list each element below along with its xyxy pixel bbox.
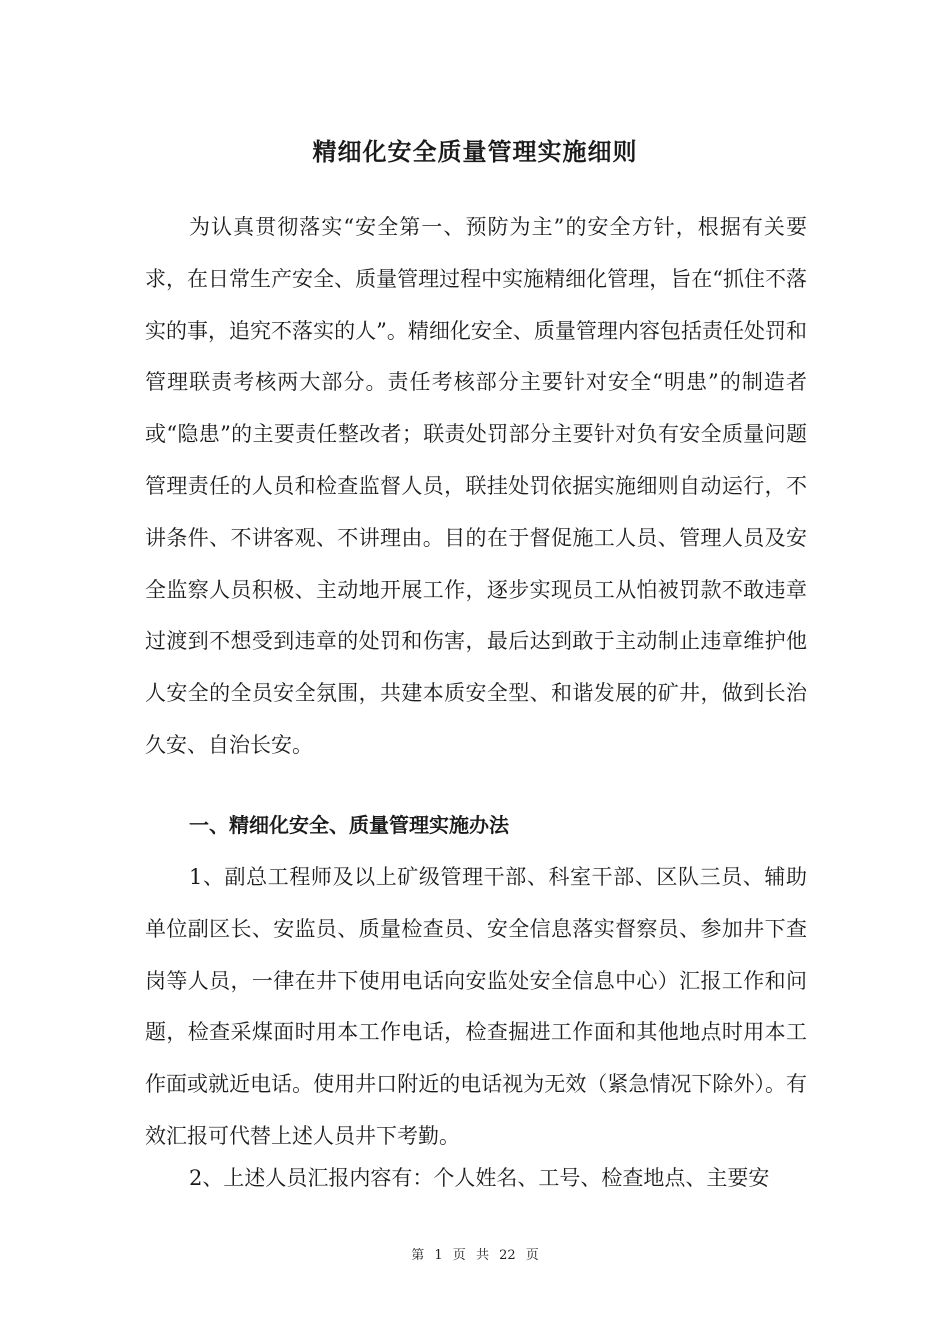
total-pages-number: 22 <box>499 1248 516 1263</box>
footer-total-word: 共 <box>475 1248 489 1263</box>
list-item: 1、副总工程师及以上矿级管理干部、科室干部、区队三员、辅助单位副区长、安监员、质量检查员、安全信息落实督察员、参加井下查岗等人员，一律在井下使用电话向安监处安全信息中心）汇报工作和问题，检查采煤面时用本工作电话，检查掘进工作面和其他地点时用本工作面或就近电话。使用井口附近的电话视为无效（紧急情况下除外）。有效汇报可代替上述人员井下考勤。 <box>145 865 807 1148</box>
footer-prefix: 第 <box>411 1248 425 1263</box>
current-page-number: 1 <box>434 1248 443 1263</box>
intro-paragraph: 为认真贯彻落实“安全第一、预防为主”的安全方针，根据有关要求，在日常生产安全、质量管理过程中实施精细化管理，旨在“抓住不落实的事，追究不落实的人”。精细化安全、质量管理内容包括责任处罚和管理联责考核两大部分。责任考核部分主要针对安全“明患”的制造者或“隐患”的主要责任整改者；联责处罚部分主要针对负有安全质量问题管理责任的人员和检查监督人员，联挂处罚依据实施细则自动运行，不讲条件、不讲客观、不讲理由。目的在于督促施工人员、管理人员及安全监察人员积极、主动地开展工作，逐步实现员工从怕被罚款不敢违章过渡到不想受到违章的处罚和伤害，最后达到敢于主动制止违章维护他人安全的全员安全氛围，共建本质安全型、和谐发展的矿井，做到长治久安、自治长安。 <box>145 215 807 757</box>
footer-page-word: 页 <box>452 1248 466 1263</box>
footer-suffix: 页 <box>525 1248 539 1263</box>
section-heading: 一、精细化安全、质量管理实施办法 <box>189 813 509 837</box>
document-title: 精细化安全质量管理实施细则 <box>312 138 638 166</box>
page-footer <box>0 1246 950 1266</box>
list-item: 2、上述人员汇报内容有：个人姓名、工号、检查地点、主要安 <box>189 1166 770 1190</box>
